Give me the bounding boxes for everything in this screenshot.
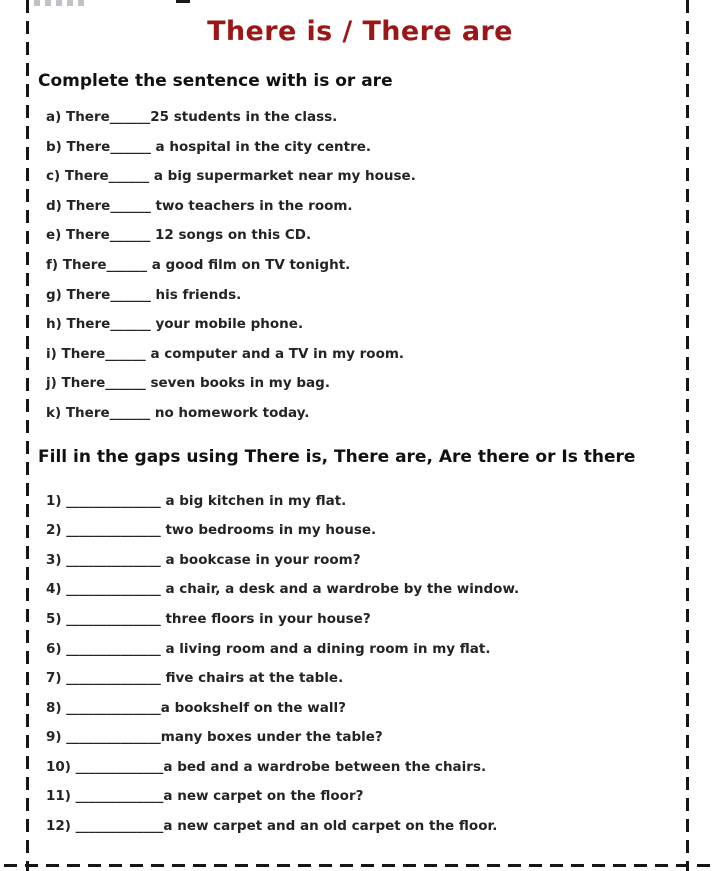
exercise-item: 10) _____________a bed and a wardrobe between the chairs. [46, 758, 487, 775]
exercise-item: 3) ______________ a bookcase in your room? [46, 551, 361, 568]
left-dashed-border [26, 0, 29, 871]
exercise-item: h) There______ your mobile phone. [46, 316, 304, 333]
exercise-item: 5) ______________ three floors in your house? [46, 610, 371, 627]
exercise-item: d) There______ two teachers in the room. [46, 197, 353, 214]
exercise-item: 4) ______________ a chair, a desk and a wardrobe by the window. [46, 581, 520, 598]
section1-heading: Complete the sentence with is or are [38, 71, 393, 91]
exercise-item: k) There______ no homework today. [46, 404, 310, 421]
exercise-item: a) There______25 students in the class. [46, 109, 338, 125]
section1-exercise-list [46, 103, 690, 429]
worksheet-content [30, 0, 690, 842]
bottom-dashed-border [4, 864, 716, 867]
section2-heading: Fill in the gaps using There is, There are, Are there or Is there [38, 446, 636, 467]
exercise-item: b) There______ a hospital in the city centre. [46, 138, 372, 155]
exercise-item: g) There______ his friends. [46, 286, 242, 303]
exercise-item: c) There______ a big supermarket near my house. [46, 168, 416, 185]
exercise-item: 6) ______________ a living room and a dining room in my flat. [46, 640, 491, 657]
exercise-item: f) There______ a good film on TV tonight. [46, 256, 351, 273]
exercise-item: 1) ______________ a big kitchen in my flat. [46, 492, 347, 509]
section2-exercise-list [46, 487, 690, 842]
exercise-item: j) There______ seven books in my bag. [46, 375, 330, 392]
exercise-item: 8) ______________a bookshelf on the wall? [46, 699, 346, 716]
exercise-item: 9) ______________many boxes under the table? [46, 729, 383, 746]
exercise-item: i) There______ a computer and a TV in my room. [46, 345, 405, 362]
exercise-item: 7) ______________ five chairs at the table. [46, 670, 344, 687]
exercise-item: 11) _____________a new carpet on the floor? [46, 788, 364, 805]
exercise-item: 12) _____________a new carpet and an old carpet on the floor. [46, 818, 498, 835]
worksheet-title: There is / There are [207, 16, 513, 47]
exercise-item: 2) ______________ two bedrooms in my house. [46, 522, 377, 539]
exercise-item: e) There______ 12 songs on this CD. [46, 227, 312, 244]
